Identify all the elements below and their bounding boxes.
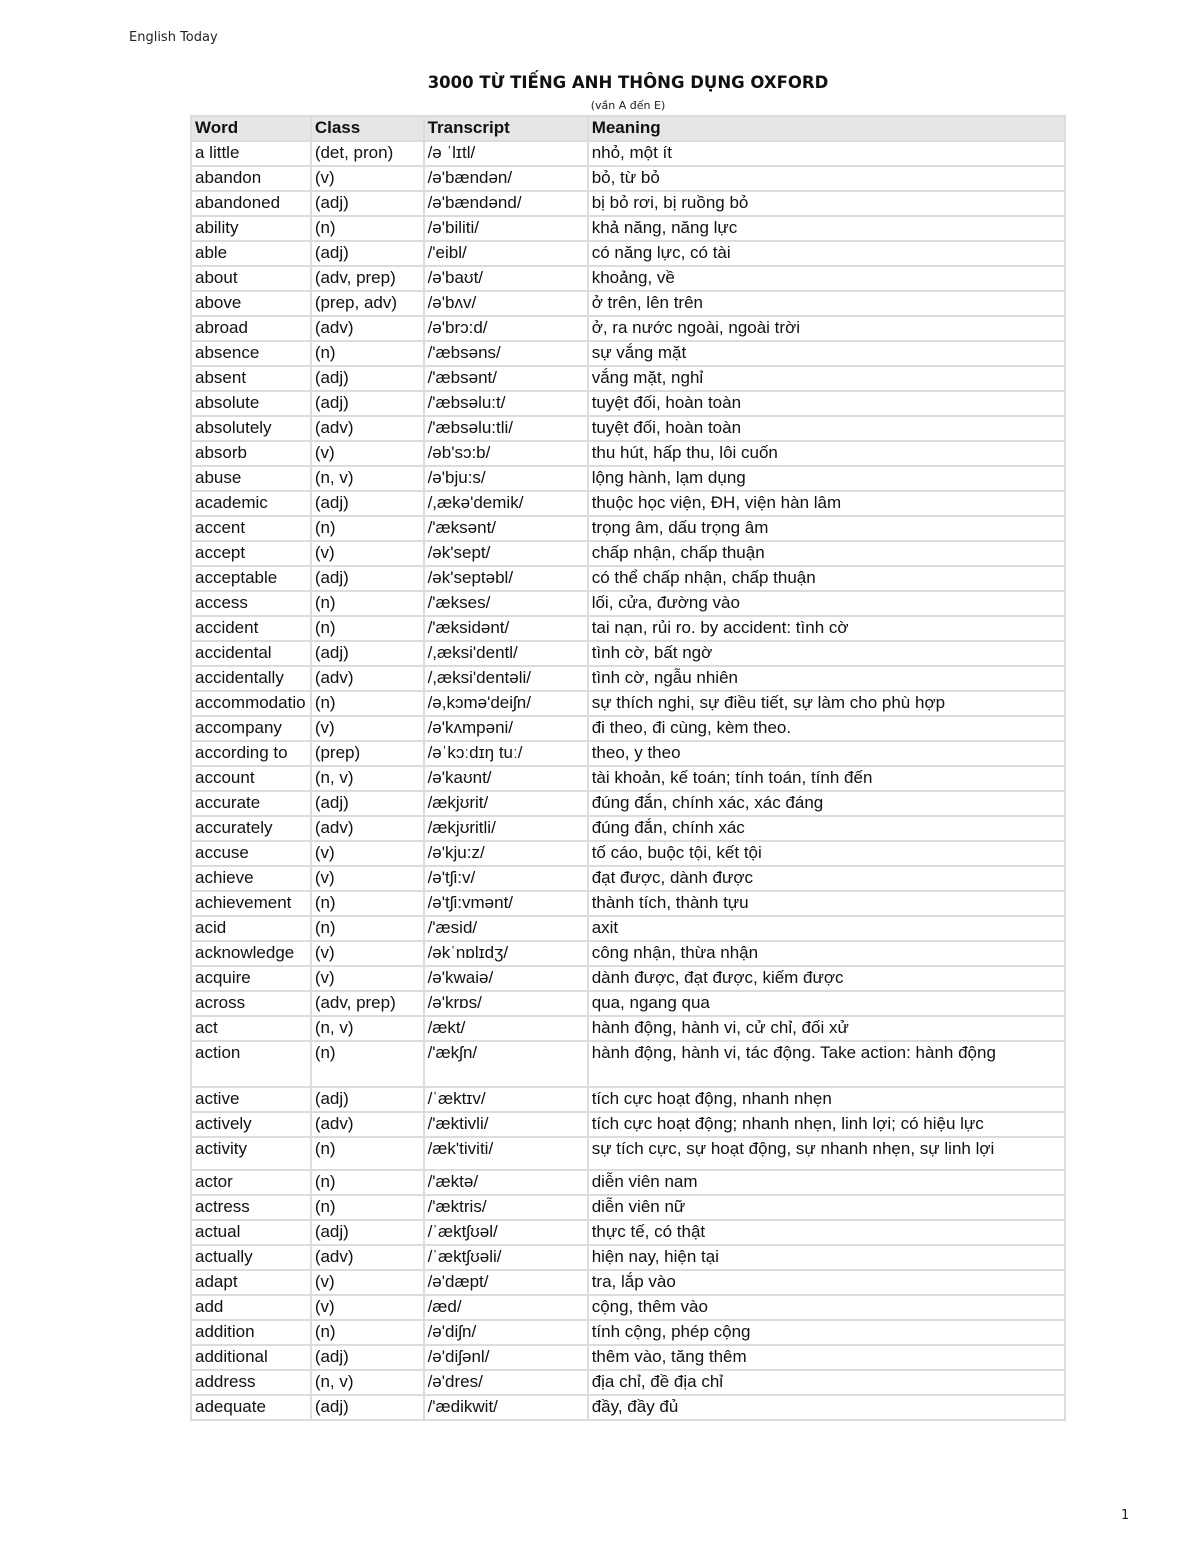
cell-transcript: /ə'kʌmpəni/ xyxy=(425,717,587,740)
cell-meaning: đạt được, dành được xyxy=(589,867,1064,890)
cell-transcript: /ækjʊritli/ xyxy=(425,817,587,840)
table-row xyxy=(192,392,1064,415)
cell-transcript: /'æbsəlu:tli/ xyxy=(425,417,587,440)
cell-meaning: tình cờ, bất ngờ xyxy=(589,642,1064,665)
cell-meaning: thu hút, hấp thu, lôi cuốn xyxy=(589,442,1064,465)
cell-transcript: /æk'tiviti/ xyxy=(425,1138,587,1169)
cell-word: abuse xyxy=(192,467,310,490)
cell-word: add xyxy=(192,1296,310,1319)
cell-class: (adv) xyxy=(312,317,423,340)
cell-word: action xyxy=(192,1042,310,1086)
cell-class: (det, pron) xyxy=(312,142,423,165)
cell-word: able xyxy=(192,242,310,265)
cell-meaning: tra, lắp vào xyxy=(589,1271,1064,1294)
cell-word: accommodatio xyxy=(192,692,310,715)
table-row xyxy=(192,1396,1064,1419)
cell-meaning: tuyệt đối, hoàn toàn xyxy=(589,392,1064,415)
cell-meaning: hiện nay, hiện tại xyxy=(589,1246,1064,1269)
cell-word: actual xyxy=(192,1221,310,1244)
page-number: 1 xyxy=(1121,1508,1130,1523)
cell-meaning: hành động, hành vi, tác động. Take action: hành động xyxy=(589,1042,1064,1086)
cell-transcript: /ə'bændənd/ xyxy=(425,192,587,215)
cell-meaning: thực tế, có thật xyxy=(589,1221,1064,1244)
cell-word: abandon xyxy=(192,167,310,190)
cell-transcript: /ə'biliti/ xyxy=(425,217,587,240)
cell-class: (v) xyxy=(312,867,423,890)
table-row xyxy=(192,192,1064,215)
cell-class: (adv) xyxy=(312,417,423,440)
running-header: English Today xyxy=(129,30,218,45)
cell-class: (prep) xyxy=(312,742,423,765)
column-header-meaning: Meaning xyxy=(589,117,1064,140)
cell-transcript: /ˈæktʃʊəli/ xyxy=(425,1246,587,1269)
cell-word: acid xyxy=(192,917,310,940)
cell-word: accidental xyxy=(192,642,310,665)
cell-transcript: /ə'bændən/ xyxy=(425,167,587,190)
cell-meaning: diễn viên nam xyxy=(589,1171,1064,1194)
cell-transcript: /'æbsəlu:t/ xyxy=(425,392,587,415)
cell-word: access xyxy=(192,592,310,615)
cell-transcript: /'æbsənt/ xyxy=(425,367,587,390)
cell-word: absolute xyxy=(192,392,310,415)
cell-meaning: thuộc học viện, ĐH, viện hàn lâm xyxy=(589,492,1064,515)
table-row xyxy=(192,867,1064,890)
cell-meaning: địa chỉ, đề địa chỉ xyxy=(589,1371,1064,1394)
cell-word: abandoned xyxy=(192,192,310,215)
cell-class: (v) xyxy=(312,542,423,565)
cell-word: accept xyxy=(192,542,310,565)
document-subtitle: (vần A đến E) xyxy=(590,99,666,112)
cell-meaning: bỏ, từ bỏ xyxy=(589,167,1064,190)
table-row xyxy=(192,342,1064,365)
cell-word: across xyxy=(192,992,310,1015)
cell-class: (n) xyxy=(312,217,423,240)
cell-transcript: /ə'dæpt/ xyxy=(425,1271,587,1294)
cell-word: activity xyxy=(192,1138,310,1169)
table-row xyxy=(192,967,1064,990)
table-row xyxy=(192,892,1064,915)
cell-class: (v) xyxy=(312,942,423,965)
cell-class: (adv) xyxy=(312,667,423,690)
cell-class: (adj) xyxy=(312,367,423,390)
cell-meaning: trọng âm, dấu trọng âm xyxy=(589,517,1064,540)
table-row xyxy=(192,142,1064,165)
cell-class: (adj) xyxy=(312,1346,423,1369)
cell-class: (adv) xyxy=(312,1113,423,1136)
cell-word: actress xyxy=(192,1196,310,1219)
table-row xyxy=(192,692,1064,715)
cell-transcript: /'ækses/ xyxy=(425,592,587,615)
table-header-row xyxy=(192,117,1064,140)
cell-meaning: tình cờ, ngẫu nhiên xyxy=(589,667,1064,690)
cell-word: accidentally xyxy=(192,667,310,690)
cell-class: (n) xyxy=(312,592,423,615)
cell-word: actually xyxy=(192,1246,310,1269)
cell-transcript: /ə,kɔmə'deiʃn/ xyxy=(425,692,587,715)
table-row xyxy=(192,542,1064,565)
cell-word: a little xyxy=(192,142,310,165)
cell-transcript: /ə'krɒs/ xyxy=(425,992,587,1015)
table-row xyxy=(192,242,1064,265)
table-row xyxy=(192,1221,1064,1244)
table-row xyxy=(192,792,1064,815)
cell-meaning: cộng, thêm vào xyxy=(589,1296,1064,1319)
cell-meaning: có năng lực, có tài xyxy=(589,242,1064,265)
table-row xyxy=(192,642,1064,665)
table-row xyxy=(192,317,1064,340)
cell-word: academic xyxy=(192,492,310,515)
cell-transcript: /ə'tʃi:vmənt/ xyxy=(425,892,587,915)
cell-class: (adj) xyxy=(312,642,423,665)
cell-transcript: /ˈæktɪv/ xyxy=(425,1088,587,1111)
cell-meaning: tai nạn, rủi ro. by accident: tình cờ xyxy=(589,617,1064,640)
cell-transcript: /'æksidənt/ xyxy=(425,617,587,640)
table-row xyxy=(192,1371,1064,1394)
table-row xyxy=(192,1296,1064,1319)
cell-meaning: theo, y theo xyxy=(589,742,1064,765)
cell-transcript: /ækjʊrit/ xyxy=(425,792,587,815)
cell-transcript: /ˈæktʃʊəl/ xyxy=(425,1221,587,1244)
cell-transcript: /ək'sept/ xyxy=(425,542,587,565)
cell-word: accent xyxy=(192,517,310,540)
cell-meaning: hành động, hành vi, cử chỉ, đối xử xyxy=(589,1017,1064,1040)
cell-class: (prep, adv) xyxy=(312,292,423,315)
cell-class: (v) xyxy=(312,717,423,740)
cell-transcript: /'æksənt/ xyxy=(425,517,587,540)
cell-class: (n) xyxy=(312,1321,423,1344)
table-row xyxy=(192,592,1064,615)
table-row xyxy=(192,292,1064,315)
cell-meaning: công nhận, thừa nhận xyxy=(589,942,1064,965)
cell-meaning: khả năng, năng lực xyxy=(589,217,1064,240)
cell-transcript: /'ækʃn/ xyxy=(425,1042,587,1086)
cell-class: (v) xyxy=(312,967,423,990)
cell-meaning: sự thích nghi, sự điều tiết, sự làm cho phù hợp xyxy=(589,692,1064,715)
cell-class: (adv, prep) xyxy=(312,992,423,1015)
cell-meaning: khoảng, về xyxy=(589,267,1064,290)
cell-transcript: /ək'septəbl/ xyxy=(425,567,587,590)
cell-meaning: tài khoản, kế toán; tính toán, tính đến xyxy=(589,767,1064,790)
table-row xyxy=(192,842,1064,865)
table-row xyxy=(192,167,1064,190)
cell-meaning: nhỏ, một ít xyxy=(589,142,1064,165)
cell-class: (n) xyxy=(312,892,423,915)
table-row xyxy=(192,717,1064,740)
cell-class: (v) xyxy=(312,1296,423,1319)
cell-meaning: tuyệt đối, hoàn toàn xyxy=(589,417,1064,440)
cell-class: (adj) xyxy=(312,492,423,515)
cell-meaning: qua, ngang qua xyxy=(589,992,1064,1015)
table-row xyxy=(192,667,1064,690)
cell-class: (n, v) xyxy=(312,1371,423,1394)
cell-word: accurately xyxy=(192,817,310,840)
cell-meaning: thành tích, thành tựu xyxy=(589,892,1064,915)
cell-word: about xyxy=(192,267,310,290)
cell-meaning: thêm vào, tăng thêm xyxy=(589,1346,1064,1369)
table-row xyxy=(192,367,1064,390)
cell-meaning: tích cực hoạt động, nhanh nhẹn xyxy=(589,1088,1064,1111)
table-row xyxy=(192,442,1064,465)
cell-class: (v) xyxy=(312,167,423,190)
cell-word: acceptable xyxy=(192,567,310,590)
table-row xyxy=(192,1042,1064,1086)
table-row xyxy=(192,942,1064,965)
cell-transcript: /'æsid/ xyxy=(425,917,587,940)
table-row xyxy=(192,767,1064,790)
cell-meaning: ở trên, lên trên xyxy=(589,292,1064,315)
cell-transcript: /ækt/ xyxy=(425,1017,587,1040)
cell-word: abroad xyxy=(192,317,310,340)
table-row xyxy=(192,517,1064,540)
cell-word: achievement xyxy=(192,892,310,915)
cell-word: account xyxy=(192,767,310,790)
cell-word: accompany xyxy=(192,717,310,740)
cell-transcript: /'æbsəns/ xyxy=(425,342,587,365)
cell-class: (adv) xyxy=(312,1246,423,1269)
cell-class: (n) xyxy=(312,1171,423,1194)
table-row xyxy=(192,817,1064,840)
cell-class: (adv) xyxy=(312,817,423,840)
table-row xyxy=(192,617,1064,640)
cell-word: adapt xyxy=(192,1271,310,1294)
table-row xyxy=(192,492,1064,515)
cell-meaning: tính cộng, phép cộng xyxy=(589,1321,1064,1344)
cell-transcript: /ə'baʊt/ xyxy=(425,267,587,290)
table-row xyxy=(192,567,1064,590)
cell-meaning: ở, ra nước ngoài, ngoài trời xyxy=(589,317,1064,340)
cell-transcript: /æd/ xyxy=(425,1296,587,1319)
cell-transcript: /,æksi'dentəli/ xyxy=(425,667,587,690)
table-row xyxy=(192,1171,1064,1194)
cell-meaning: lối, cửa, đường vào xyxy=(589,592,1064,615)
column-header-transcript: Transcript xyxy=(425,117,587,140)
cell-class: (adj) xyxy=(312,1221,423,1244)
cell-meaning: đầy, đầy đủ xyxy=(589,1396,1064,1419)
cell-word: achieve xyxy=(192,867,310,890)
cell-class: (n) xyxy=(312,1138,423,1169)
cell-transcript: /'æktə/ xyxy=(425,1171,587,1194)
cell-class: (n) xyxy=(312,342,423,365)
cell-class: (adj) xyxy=(312,792,423,815)
cell-class: (n) xyxy=(312,1042,423,1086)
cell-word: according to xyxy=(192,742,310,765)
cell-meaning: bị bỏ rơi, bị ruồng bỏ xyxy=(589,192,1064,215)
cell-class: (n) xyxy=(312,692,423,715)
cell-transcript: /əkˈnɒlɪdʒ/ xyxy=(425,942,587,965)
cell-transcript: /əb'sɔ:b/ xyxy=(425,442,587,465)
cell-transcript: /ə ˈlɪtl/ xyxy=(425,142,587,165)
cell-word: absorb xyxy=(192,442,310,465)
cell-class: (adv, prep) xyxy=(312,267,423,290)
cell-meaning: chấp nhận, chấp thuận xyxy=(589,542,1064,565)
table-row xyxy=(192,217,1064,240)
table-row xyxy=(192,417,1064,440)
cell-transcript: /ə'bju:s/ xyxy=(425,467,587,490)
table-row xyxy=(192,742,1064,765)
cell-transcript: /,ækə'demik/ xyxy=(425,492,587,515)
table-row xyxy=(192,1088,1064,1111)
table-row xyxy=(192,1246,1064,1269)
cell-word: acknowledge xyxy=(192,942,310,965)
cell-transcript: /'eibl/ xyxy=(425,242,587,265)
table-row xyxy=(192,267,1064,290)
cell-meaning: diễn viên nữ xyxy=(589,1196,1064,1219)
cell-class: (adj) xyxy=(312,242,423,265)
cell-meaning: đúng đắn, chính xác xyxy=(589,817,1064,840)
cell-meaning: sự tích cực, sự hoạt động, sự nhanh nhẹn, sự linh lợi xyxy=(589,1138,1064,1169)
cell-word: absolutely xyxy=(192,417,310,440)
cell-meaning: axit xyxy=(589,917,1064,940)
cell-word: acquire xyxy=(192,967,310,990)
cell-word: act xyxy=(192,1017,310,1040)
cell-transcript: /ə'diʃn/ xyxy=(425,1321,587,1344)
cell-word: address xyxy=(192,1371,310,1394)
cell-transcript: /'ædikwit/ xyxy=(425,1396,587,1419)
cell-class: (v) xyxy=(312,842,423,865)
table-row xyxy=(192,1017,1064,1040)
cell-word: adequate xyxy=(192,1396,310,1419)
table-row xyxy=(192,1346,1064,1369)
cell-class: (adj) xyxy=(312,1088,423,1111)
cell-meaning: vắng mặt, nghỉ xyxy=(589,367,1064,390)
table-row xyxy=(192,1271,1064,1294)
table-row xyxy=(192,1138,1064,1169)
cell-transcript: /ə'kaʊnt/ xyxy=(425,767,587,790)
cell-class: (adj) xyxy=(312,392,423,415)
cell-transcript: /ə'tʃi:v/ xyxy=(425,867,587,890)
cell-class: (v) xyxy=(312,442,423,465)
cell-transcript: /ə'brɔ:d/ xyxy=(425,317,587,340)
cell-class: (n) xyxy=(312,917,423,940)
cell-word: actor xyxy=(192,1171,310,1194)
column-header-class: Class xyxy=(312,117,423,140)
cell-class: (v) xyxy=(312,1271,423,1294)
cell-word: absent xyxy=(192,367,310,390)
cell-class: (n, v) xyxy=(312,767,423,790)
table-row xyxy=(192,1321,1064,1344)
cell-meaning: đi theo, đi cùng, kèm theo. xyxy=(589,717,1064,740)
table-row xyxy=(192,1196,1064,1219)
cell-class: (adj) xyxy=(312,1396,423,1419)
cell-word: actively xyxy=(192,1113,310,1136)
cell-word: addition xyxy=(192,1321,310,1344)
cell-class: (n) xyxy=(312,517,423,540)
cell-meaning: dành được, đạt được, kiếm được xyxy=(589,967,1064,990)
cell-word: accident xyxy=(192,617,310,640)
cell-word: additional xyxy=(192,1346,310,1369)
cell-class: (n) xyxy=(312,1196,423,1219)
table-row xyxy=(192,467,1064,490)
cell-meaning: có thể chấp nhận, chấp thuận xyxy=(589,567,1064,590)
cell-meaning: sự vắng mặt xyxy=(589,342,1064,365)
cell-word: accurate xyxy=(192,792,310,815)
cell-class: (adj) xyxy=(312,567,423,590)
cell-transcript: /,æksi'dentl/ xyxy=(425,642,587,665)
cell-transcript: /ə'diʃənl/ xyxy=(425,1346,587,1369)
cell-class: (n, v) xyxy=(312,467,423,490)
cell-word: accuse xyxy=(192,842,310,865)
cell-transcript: /əˈkɔːdɪŋ tuː/ xyxy=(425,742,587,765)
vocabulary-table-body xyxy=(192,142,1064,1419)
cell-word: absence xyxy=(192,342,310,365)
cell-transcript: /'æktivli/ xyxy=(425,1113,587,1136)
document-title: 3000 TỪ TIẾNG ANH THÔNG DỤNG OXFORD xyxy=(427,73,829,92)
cell-transcript: /ə'kju:z/ xyxy=(425,842,587,865)
cell-class: (adj) xyxy=(312,192,423,215)
cell-class: (n) xyxy=(312,617,423,640)
cell-meaning: tích cực hoạt động; nhanh nhẹn, linh lợi; có hiệu lực xyxy=(589,1113,1064,1136)
table-row xyxy=(192,992,1064,1015)
cell-word: above xyxy=(192,292,310,315)
cell-meaning: đúng đắn, chính xác, xác đáng xyxy=(589,792,1064,815)
cell-class: (n, v) xyxy=(312,1017,423,1040)
vocabulary-table xyxy=(190,115,1066,1421)
cell-transcript: /ə'bʌv/ xyxy=(425,292,587,315)
column-header-word: Word xyxy=(192,117,310,140)
cell-transcript: /ə'dres/ xyxy=(425,1371,587,1394)
cell-word: ability xyxy=(192,217,310,240)
table-row xyxy=(192,1113,1064,1136)
cell-meaning: lộng hành, lạm dụng xyxy=(589,467,1064,490)
cell-meaning: tố cáo, buộc tội, kết tội xyxy=(589,842,1064,865)
table-row xyxy=(192,917,1064,940)
cell-transcript: /ə'kwaiə/ xyxy=(425,967,587,990)
cell-word: active xyxy=(192,1088,310,1111)
cell-transcript: /'æktris/ xyxy=(425,1196,587,1219)
